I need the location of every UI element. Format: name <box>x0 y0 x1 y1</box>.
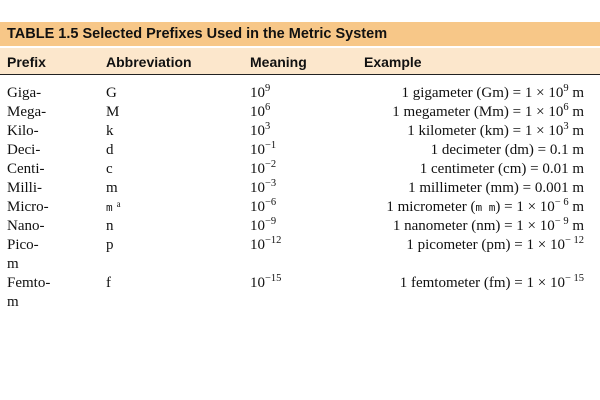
abbreviation-symbol: m <box>106 201 113 214</box>
table-header-row <box>0 48 600 75</box>
meaning-base: 10 <box>250 123 265 139</box>
example-cell <box>393 217 584 236</box>
abbreviation-cell: M <box>106 104 120 120</box>
example-unit: m <box>568 85 584 101</box>
example-cell <box>420 160 584 179</box>
table-row <box>0 103 600 122</box>
meaning-base: 10 <box>250 275 265 291</box>
example-cell <box>400 274 584 293</box>
prefix-cell-wrap: m <box>7 256 19 272</box>
prefix-cell-wrap: m <box>7 294 19 310</box>
example-text: 1 femtometer (fm) = 1 × 10 <box>399 275 565 291</box>
abbreviation-cell: p <box>106 237 114 253</box>
meaning-exponent: −15 <box>265 273 282 284</box>
prefix-cell: Centi- <box>7 161 45 177</box>
abbreviation-cell <box>106 198 121 217</box>
footnote-marker: a <box>116 199 121 209</box>
example-exponent: − 9 <box>554 216 569 227</box>
example-text: 1 gigameter (Gm) = 1 × 10 <box>401 85 564 101</box>
example-unit: m <box>568 218 584 234</box>
table-row <box>0 274 600 293</box>
prefix-cell: Micro- <box>7 199 49 215</box>
meaning-cell <box>250 122 270 141</box>
meaning-cell <box>250 274 281 293</box>
abbreviation-cell: f <box>106 275 111 291</box>
example-cell <box>407 122 584 141</box>
example-symbol: m m <box>475 201 496 214</box>
table-row <box>0 141 600 160</box>
meaning-base: 10 <box>250 104 265 120</box>
meaning-base: 10 <box>250 161 265 177</box>
table-row <box>0 84 600 103</box>
example-text: 1 megameter (Mm) = 1 × 10 <box>392 104 564 120</box>
meaning-base: 10 <box>250 237 265 253</box>
abbreviation-cell: n <box>106 218 114 234</box>
meaning-base: 10 <box>250 180 265 196</box>
example-unit: m <box>568 123 584 139</box>
example-text: 1 millimeter (mm) = 0.001 m <box>408 180 584 196</box>
meaning-cell <box>250 160 276 179</box>
example-cell <box>386 198 584 217</box>
prefix-cell: Pico- <box>7 237 39 253</box>
table-row <box>0 198 600 217</box>
meaning-base: 10 <box>250 142 265 158</box>
table-row <box>0 236 600 255</box>
prefix-cell: Deci- <box>7 142 41 158</box>
example-exponent: − 15 <box>564 273 584 284</box>
prefix-cell: Giga- <box>7 85 42 101</box>
meaning-exponent: −2 <box>265 159 277 170</box>
example-exponent: 6 <box>563 102 569 113</box>
header-prefix: Prefix <box>7 54 46 70</box>
table-row <box>0 160 600 179</box>
example-cell <box>406 236 584 255</box>
example-cell <box>392 103 584 122</box>
meaning-exponent: 6 <box>265 102 271 113</box>
header-example: Example <box>364 54 422 70</box>
example-text-mid: ) = 1 × 10 <box>495 199 555 215</box>
abbreviation-cell: k <box>106 123 114 139</box>
example-unit: m <box>568 199 584 215</box>
example-unit: m <box>568 104 584 120</box>
table-row <box>0 217 600 236</box>
meaning-exponent: −3 <box>265 178 277 189</box>
meaning-cell <box>250 198 276 217</box>
meaning-base: 10 <box>250 218 265 234</box>
example-text: 1 nanometer (nm) = 1 × 10 <box>392 218 555 234</box>
example-exponent: 9 <box>563 83 569 94</box>
header-meaning: Meaning <box>250 54 307 70</box>
abbreviation-cell: d <box>106 142 114 158</box>
example-exponent: 3 <box>563 121 569 132</box>
meaning-exponent: 9 <box>265 83 271 94</box>
header-abbreviation: Abbreviation <box>106 54 192 70</box>
table-row <box>0 179 600 198</box>
prefix-cell: Milli- <box>7 180 43 196</box>
prefix-cell: Nano- <box>7 218 45 234</box>
example-text: 1 decimeter (dm) = 0.1 m <box>430 142 584 158</box>
example-text: 1 centimeter (cm) = 0.01 m <box>419 161 584 177</box>
meaning-cell <box>250 141 276 160</box>
meaning-cell <box>250 84 270 103</box>
example-text: 1 picometer (pm) = 1 × 10 <box>406 237 565 253</box>
meaning-exponent: −12 <box>265 235 282 246</box>
meaning-exponent: −6 <box>265 197 277 208</box>
meaning-cell <box>250 103 270 122</box>
example-exponent: − 6 <box>554 197 569 208</box>
meaning-cell <box>250 236 281 255</box>
meaning-cell <box>250 179 276 198</box>
example-text: 1 micrometer ( <box>386 199 476 215</box>
example-cell <box>431 141 584 160</box>
meaning-exponent: 3 <box>265 121 271 132</box>
abbreviation-cell: G <box>106 85 117 101</box>
example-cell <box>401 84 584 103</box>
example-exponent: − 12 <box>564 235 584 246</box>
meaning-base: 10 <box>250 85 265 101</box>
meaning-exponent: −1 <box>265 140 277 151</box>
abbreviation-cell: c <box>106 161 113 177</box>
table-row <box>0 122 600 141</box>
example-cell <box>408 179 584 198</box>
meaning-base: 10 <box>250 199 265 215</box>
prefix-cell: Mega- <box>7 104 47 120</box>
table-title: TABLE 1.5 Selected Prefixes Used in the Metric System <box>0 22 600 46</box>
example-text: 1 kilometer (km) = 1 × 10 <box>407 123 564 139</box>
meaning-exponent: −9 <box>265 216 277 227</box>
prefix-cell: Kilo- <box>7 123 39 139</box>
abbreviation-cell: m <box>106 180 118 196</box>
prefix-cell: Femto- <box>7 275 51 291</box>
meaning-cell <box>250 217 276 236</box>
